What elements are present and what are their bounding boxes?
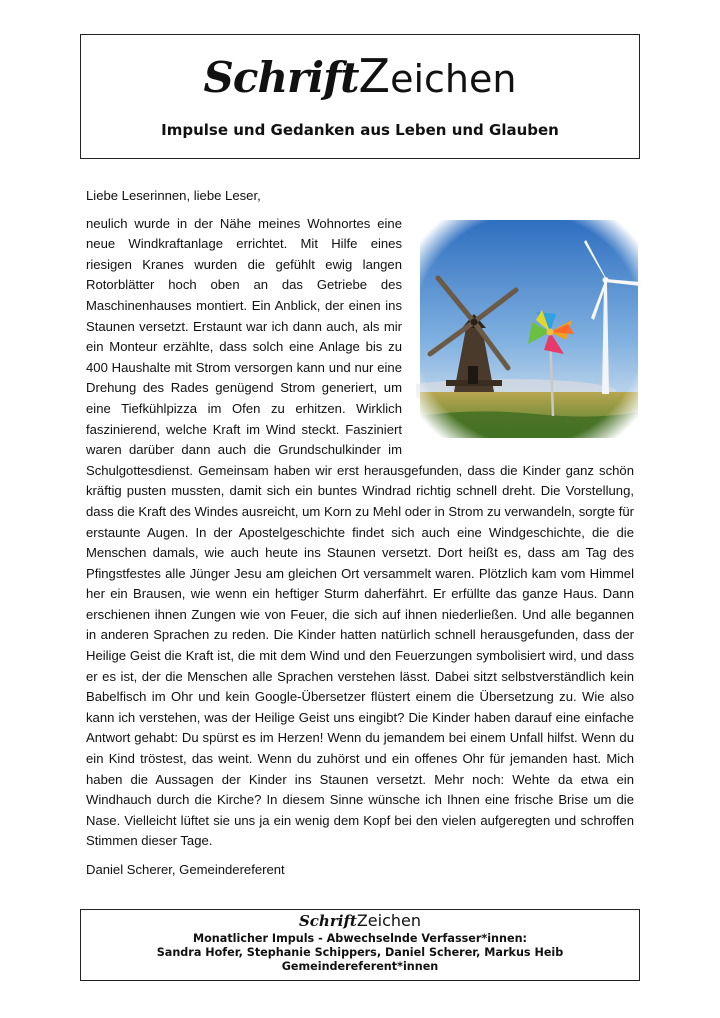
footer-authors: Sandra Hofer, Stephanie Schippers, Daniel Scherer, Markus Heib bbox=[156, 946, 564, 959]
logo-plain-word: Zeichen bbox=[358, 49, 517, 103]
masthead-subtitle: Impulse und Gedanken aus Leben und Glauben bbox=[161, 121, 559, 139]
windmill-photo bbox=[416, 216, 642, 442]
masthead bbox=[80, 34, 640, 159]
signature: Daniel Scherer, Gemeindereferent bbox=[86, 862, 285, 877]
logo bbox=[81, 49, 639, 103]
footer-roles: Gemeindereferent*innen bbox=[281, 960, 439, 973]
footer-box bbox=[80, 909, 640, 981]
article-body: neulich wurde in der Nähe meines Wohnortes eine neue Windkraftanlage errichtet. Mit Hilfe eines riesigen Kranes wurden die gefühlt ewig langen Rotorblätter hoch oben an das Getriebe des Maschinenhauses montiert. Ein Anblick, der einen ins Staunen versetzt. Erstaunt war ich dann auch, als mir ein Monteur erzählte, dass solch eine Anlage bis zu 400 Haushalte mit Strom versorgen kann und nur eine Drehung des Rades genügend Strom generiert, um eine Tiefkühlpizza im Ofen zu erhitzen. Wirklich faszinierend, welche Kraft im Wind steckt. Fasziniert waren darüber dann auch die Grundschulkinder im Schulgottesdienst. Gemeinsam haben wir erst herausgefunden, dass die Kinder ganz schön kräftig pusten mussten, damit sich ein buntes Windrad richtig schnell dreht. Die Vorstellung, dass die Kraft des Windes ausreicht, um Korn zu Mehl oder in Strom zu verwandeln, sorgte für erstaunte Augen. In der Apostelgeschichte findet sich auch eine Windgeschichte, die die Menschen damals, wie auch heute ins Staunen versetzt. Dort heißt es, dass am Tag des Pfingstfestes alle Jünger Jesu am gleichen Ort versammelt waren. Plötzlich kam vom Himmel her ein Brausen, wie wenn ein heftiger Sturm daherfährt. Er erfüllte das ganze Haus. Dann erschienen ihnen Zungen wie von Feuer, die sich auf ihnen niederließen. Und alle begannen in anderen Sprachen zu reden. Die Kinder hatten natürlich schnell herausgefunden, dass der Heilige Geist die Kraft ist, die mit dem Wind und den Feuerzungen symbolisiert wird, und dass er es ist, der die Menschen alle Sprachen verstehen lässt. Dabei sitzt selbstverständlich kein Babelfisch im Ohr und kein Google-Übersetzer flüstert einem die Übersetzung zu. Wie also kann ich verstehen, was der Heilige Geist uns eingibt? Die Kinder haben darauf eine einfache Antwort gehabt: Du spürst es im Herzen! Wenn du jemandem bei einem Unfall hilfst. Wenn du ein Kind tröstest, das weint. Wenn du zuhörst und ein offenes Ohr für jemanden hast. Mich haben die Aussagen der Kinder ins Staunen versetzt. Mehr noch: Wehte da etwa ein Windhauch durch die Kirche? In diesem Sinne wünsche ich Ihnen eine frische Brise um die Nase. Vielleicht lüftet sie uns ja ein wenig dem Kopf bei den vielen aufgeregten und schroffen Stimmen dieser Tage. bbox=[86, 215, 635, 849]
article bbox=[86, 186, 634, 881]
salutation: Liebe Leserinnen, liebe Leser, bbox=[86, 188, 261, 203]
logo-script-word: Schrift bbox=[203, 53, 359, 102]
footer-logo bbox=[81, 913, 639, 930]
footer-logo-plain: Zeichen bbox=[356, 911, 422, 930]
footer-line-1: Monatlicher Impuls - Abwechselnde Verfasser*innen: bbox=[192, 932, 528, 945]
footer-logo-script: Schrift bbox=[298, 912, 357, 930]
